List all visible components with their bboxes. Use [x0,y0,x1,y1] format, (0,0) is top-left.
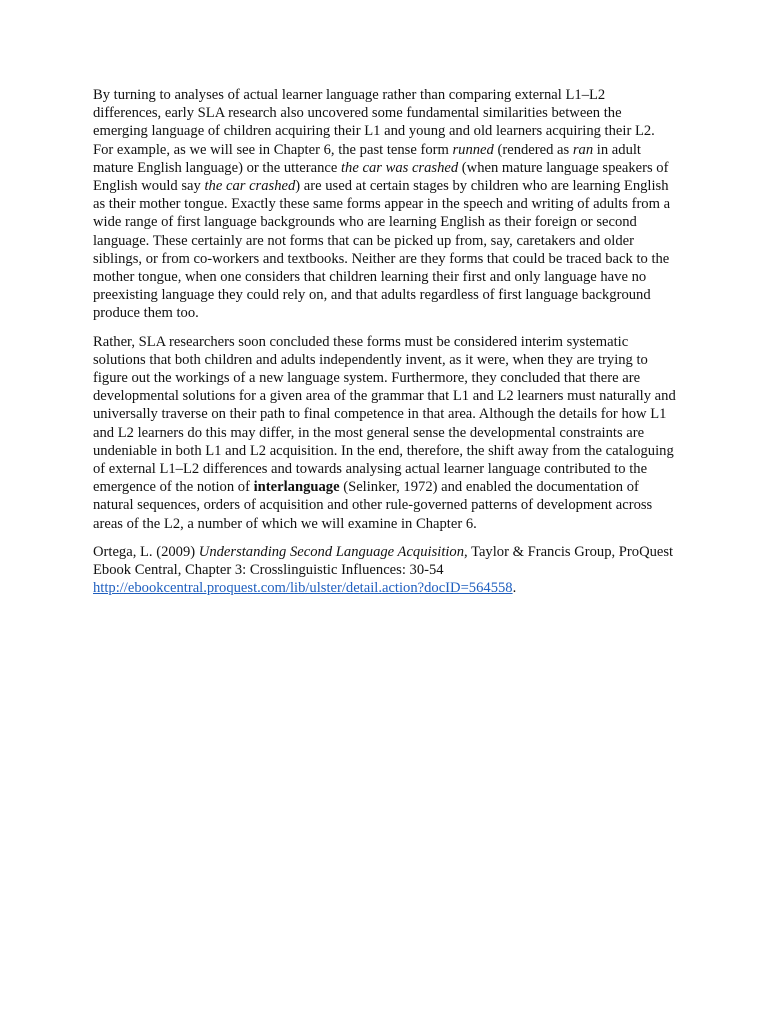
citation-book-title: Understanding Second Language Acquisition [198,543,465,560]
citation-details: , Taylor & Francis Group, ProQuest Ebook Central, Chapter 3: Crosslinguistic Influences: 30-54 [93,543,674,579]
paragraph-2-text-1: Rather, SLA researchers soon concluded these forms must be considered interim systematic solutions that both children and adults independently invent, as it were, when they are trying to figure out the workings of a new language system. Furthermore, they concluded that there are developmental solutions for a given area of the grammar that L1 and L2 learners must naturally and universally traverse on their path to final competence in that area. Although the details for how L1 and L2 learners do this may differ, in the most general sense the developmental constraints are undeniable in both L1 and L2 acquisition. In the end, therefore, the shift away from the cataloguing of external L1–L2 differences and towards analysing actual learner language contributed to the emergence of the notion of [93,333,676,496]
citation-author: Ortega, L. (2009) [93,543,199,560]
paragraph-1-text-3: in adult mature English language) or the utterance [93,141,641,176]
document-body [93,86,677,607]
citation-period: . [512,580,517,597]
paragraph-1-text-5: ) are used at certain stages by children who are learning English as their mother tongue. Exactly these same forms appear in the speech and writing of adults from a wide range of first language backgrounds who are learning English as their foreign or second language. These certainly are not forms that can be picked up from, say, caretakers and older siblings, or from co-workers and textbooks. Neither are they forms that could be traced back to the mother tongue, when one considers that children learning their first and only language have no preexisting language they could rely on, and that adults regardless of first language background produce them too. [93,178,671,322]
term-interlanguage: interlanguage [253,479,340,496]
paragraph-2 [93,333,677,533]
citation-link[interactable]: http://ebookcentral.proquest.com/lib/ulster/detail.action?docID=564558 [93,580,513,597]
example-ran: ran [572,141,594,158]
paragraph-1-text-4: (when mature language speakers of English would say [93,159,669,195]
example-car-was-crashed: the car was crashed [341,159,459,176]
paragraph-1 [93,86,677,323]
paragraph-2-text-2: (Selinker, 1972) and enabled the documentation of natural sequences, orders of acquisition and other rule-governed patterns of development across areas of the L2, a number of which we will examine in Chapter 6. [93,479,653,532]
paragraph-1-text-2: (rendered as [493,141,573,158]
example-car-crashed: the car crashed [204,178,296,195]
example-runned: runned [452,141,494,158]
citation [93,543,677,598]
paragraph-1-text-1: By turning to analyses of actual learner language rather than comparing external L1–L2 differences, early SLA research also uncovered some fundamental similarities between the emerging language of children acquiring their L1 and young and old learners acquiring their L2. For example, as we will see in Chapter 6, the past tense form [93,87,655,158]
